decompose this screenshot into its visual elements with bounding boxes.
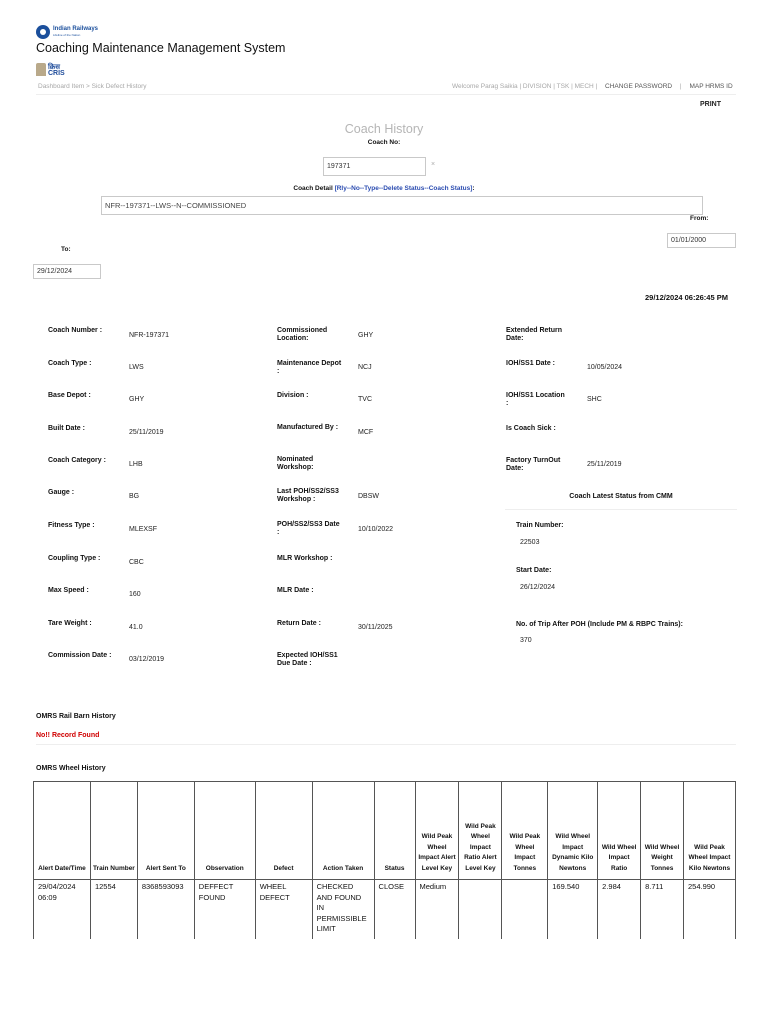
detail-label: Nominated Workshop:	[277, 456, 314, 471]
detail-value: MCF	[358, 429, 374, 436]
column-header: Wild Wheel Weight Tonnes	[641, 782, 684, 880]
column-header: Wild Wheel Impact Dynamic Kilo Newtons	[548, 782, 598, 880]
wheel-history-title: OMRS Wheel History	[36, 765, 106, 772]
detail-value: NFR-197371	[129, 332, 170, 339]
cris-logo	[36, 63, 72, 79]
detail-label: Return Date :	[277, 620, 321, 627]
detail-label: Coach Category :	[48, 457, 106, 464]
detail-value: MLEXSF	[129, 526, 158, 533]
column-header: Status	[374, 782, 415, 880]
detail-label: Commissioned Location:	[277, 327, 328, 342]
coach-detail-colon: :	[472, 185, 475, 192]
cmm-divider	[505, 509, 737, 510]
detail-label: Expected IOH/SS1 Due Date :	[277, 652, 338, 667]
detail-label: Extended Return Date:	[506, 327, 563, 342]
detail-value: 10/10/2022	[358, 526, 394, 533]
detail-value: TVC	[358, 396, 372, 403]
header-divider	[36, 94, 736, 95]
detail-label: Commission Date :	[48, 652, 112, 659]
from-date-input[interactable]: 01/01/2000	[667, 233, 736, 248]
change-password-link[interactable]: CHANGE PASSWORD	[605, 83, 673, 90]
detail-label: Division :	[277, 392, 309, 399]
column-header: Wild Peak Wheel Impact Tonnes	[502, 782, 548, 880]
detail-value: 25/11/2019	[129, 429, 164, 436]
coach-no-input[interactable]: 197371	[323, 157, 426, 176]
detail-label: Gauge :	[48, 489, 75, 496]
to-label: To:	[61, 246, 71, 253]
table-cell: 254.990	[683, 880, 735, 940]
coach-detail-input[interactable]: NFR--197371--LWS--N--COMMISSIONED	[101, 196, 703, 215]
table-cell: 169.540	[548, 880, 598, 940]
column-header: Wild Peak Wheel Impact Alert Level Key	[415, 782, 459, 880]
detail-value: DBSW	[358, 493, 379, 500]
nav-separator: |	[679, 83, 682, 90]
brand-tagline: Lifeline of the Nation	[53, 33, 81, 37]
app-title: Coaching Maintenance Management System	[36, 41, 286, 55]
column-header: Wild Peak Wheel Impact Kilo Newtons	[683, 782, 735, 880]
detail-label: IOH/SS1 Date :	[506, 360, 556, 367]
breadcrumb[interactable]: Dashboard Item > Sick Defect History	[38, 83, 147, 90]
detail-label: Coach Number :	[48, 327, 103, 334]
detail-label: IOH/SS1 Location :	[506, 392, 565, 407]
detail-label: Manufactured By :	[277, 424, 339, 431]
detail-value: NCJ	[358, 364, 372, 371]
to-date-input[interactable]: 29/12/2024	[33, 264, 101, 279]
detail-label: POH/SS2/SS3 Date :	[277, 521, 340, 536]
report-timestamp: 29/12/2024 06:26:45 PM	[645, 293, 728, 302]
column-header: Alert Sent To	[137, 782, 194, 880]
detail-label: Is Coach Sick :	[506, 425, 556, 432]
detail-label: MLR Date :	[277, 587, 314, 594]
detail-label: Coach Type :	[48, 360, 92, 367]
detail-value: GHY	[358, 332, 374, 339]
detail-label: Fitness Type :	[48, 522, 95, 529]
column-header: Alert Date/Time	[34, 782, 91, 880]
detail-value: CBC	[129, 559, 144, 566]
detail-label: Coupling Type :	[48, 555, 101, 562]
print-button[interactable]: PRINT	[700, 101, 721, 108]
clear-icon[interactable]: ×	[431, 161, 436, 168]
coach-no-label: Coach No:	[367, 139, 401, 146]
trips-after-poh-label: No. of Trip After POH (Include PM & RBPC Trains):	[516, 621, 683, 628]
column-header: Train Number	[90, 782, 137, 880]
column-header: Wild Peak Wheel Impact Ratio Alert Level Key	[459, 782, 502, 880]
column-header: Defect	[255, 782, 312, 880]
detail-label: Last POH/SS2/SS3 Workshop :	[277, 488, 339, 503]
detail-value: 25/11/2019	[587, 461, 622, 468]
rail-barn-title: OMRS Rail Barn History	[36, 713, 116, 720]
map-hrms-id-link[interactable]: MAP HRMS ID	[689, 83, 733, 90]
table-row	[34, 880, 736, 940]
detail-label: MLR Workshop :	[277, 555, 333, 562]
detail-value: 10/05/2024	[587, 364, 623, 371]
column-header: Wild Wheel Impact Ratio	[598, 782, 641, 880]
table-cell: 2.984	[598, 880, 641, 940]
train-number-value: 22503	[520, 539, 540, 546]
start-date-value: 26/12/2024	[520, 584, 556, 591]
table-cell	[459, 880, 502, 940]
detail-label: Base Depot :	[48, 392, 91, 399]
column-header: Action Taken	[312, 782, 374, 880]
coach-detail-label-text: Coach Detail	[293, 185, 335, 192]
section-divider	[36, 744, 736, 745]
cris-label: CRIS	[48, 70, 65, 77]
detail-value: 03/12/2019	[129, 656, 165, 663]
table-cell: CHECKED AND FOUND IN PERMISSIBLE LIMIT	[312, 880, 374, 940]
table-cell: DEFFECT FOUND	[194, 880, 255, 940]
detail-label: Factory TurnOut Date:	[506, 457, 561, 472]
table-cell: 12554	[90, 880, 137, 940]
table-cell: CLOSE	[374, 880, 415, 940]
column-header: Observation	[194, 782, 255, 880]
detail-value: 30/11/2025	[358, 624, 393, 631]
detail-value: LWS	[129, 364, 144, 371]
top-nav	[452, 83, 739, 90]
detail-label: Tare Weight :	[48, 620, 92, 627]
detail-label: Max Speed :	[48, 587, 89, 594]
train-number-label: Train Number:	[516, 522, 564, 529]
welcome-text: Welcome Parag Saikia | DIVISION | TSK | MECH |	[452, 83, 598, 90]
from-label: From:	[690, 215, 709, 222]
wheel-history-table	[33, 781, 736, 939]
cris-hindi-label: क्रिस	[48, 64, 60, 71]
detail-label: Built Date :	[48, 425, 85, 432]
indian-railways-logo	[36, 25, 98, 41]
brand-name: Indian Railways	[53, 26, 99, 32]
start-date-label: Start Date:	[516, 567, 552, 574]
coach-detail-label	[0, 185, 768, 192]
detail-label: Maintenance Depot :	[277, 360, 342, 375]
detail-value: LHB	[129, 461, 143, 468]
detail-value: SHC	[587, 396, 602, 403]
table-cell: 8.711	[641, 880, 684, 940]
table-cell: Medium	[415, 880, 459, 940]
national-emblem-icon	[36, 63, 46, 76]
indian-railways-emblem-icon	[36, 25, 50, 39]
detail-value: 41.0	[129, 624, 143, 631]
coach-detail-hint: [Rly--No--Type--Delete Status--Coach Status]	[334, 185, 473, 192]
table-header-row	[34, 782, 736, 880]
no-record-message: No!! Record Found	[36, 732, 100, 739]
detail-value: BG	[129, 493, 140, 500]
page-title: Coach History	[344, 122, 424, 136]
detail-value: 160	[129, 591, 141, 598]
table-cell: 29/04/2024 06:09	[34, 880, 91, 940]
table-cell: WHEEL DEFECT	[255, 880, 312, 940]
table-cell: 8368593093	[137, 880, 194, 940]
cmm-status-title: Coach Latest Status from CMM	[569, 493, 673, 500]
trips-after-poh-value: 370	[520, 637, 532, 644]
table-cell	[502, 880, 548, 940]
detail-value: GHY	[129, 396, 145, 403]
